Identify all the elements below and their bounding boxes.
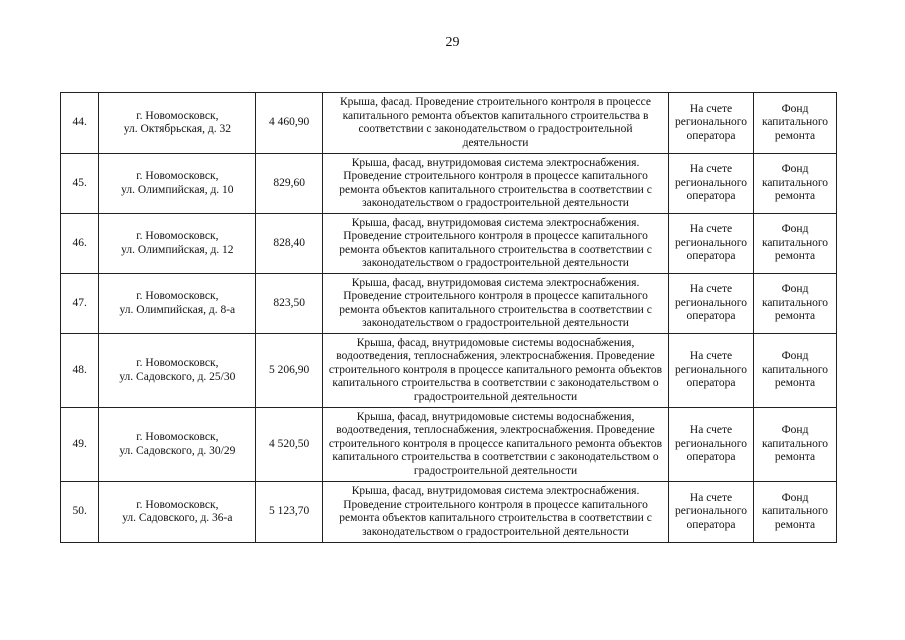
address-city: г. Новомосковск, <box>136 498 219 511</box>
operator-account: На счете регионального оператора <box>669 274 754 334</box>
table-row <box>61 93 837 154</box>
funding-source: Фонд капитального ремонта <box>754 408 837 482</box>
works-description: Крыша, фасад. Проведение строительного контроля в процессе капитального ремонта объектов капитального строительства в соответствии с законодательством о градостроительной деятельности <box>323 93 669 154</box>
works-description: Крыша, фасад, внутридомовая система электроснабжения. Проведение строительного контроля в процессе капитального ремонта объектов капитального строительства в соответствии с законодательством о градостроительной деятельности <box>323 154 669 214</box>
row-number: 44. <box>61 93 99 154</box>
table-row <box>61 408 837 482</box>
funding-source: Фонд капитального ремонта <box>754 334 837 408</box>
funding-source: Фонд капитального ремонта <box>754 482 837 543</box>
address-city: г. Новомосковск, <box>136 431 219 443</box>
table-row <box>61 154 837 214</box>
works-description: Крыша, фасад, внутридомовая система электроснабжения. Проведение строительного контроля в процессе капитального ремонта объектов капитального строительства в соответствии с законодательством о градостроительной деятельности <box>323 274 669 334</box>
capital-repair-table <box>60 92 837 543</box>
funding-source: Фонд капитального ремонта <box>754 274 837 334</box>
cost-cell: 828,40 <box>256 214 323 274</box>
address-street: ул. Садовского, д. 25/30 <box>119 370 236 383</box>
operator-account: На счете регионального оператора <box>669 408 754 482</box>
works-description: Крыша, фасад, внутридомовые системы водоснабжения, водоотведения, теплоснабжения, электроснабжения. Проведение строительного контроля в процессе капитального ремонта объектов капитального строительства в соответствии с законодательством о градостроительной деятельности <box>323 334 669 408</box>
operator-account: На счете регионального оператора <box>669 93 754 154</box>
row-number: 47. <box>61 274 99 334</box>
funding-source: Фонд капитального ремонта <box>754 154 837 214</box>
address-city: г. Новомосковск, <box>136 230 219 242</box>
address-cell <box>99 93 256 154</box>
table-row <box>61 274 837 334</box>
row-number: 46. <box>61 214 99 274</box>
operator-account: На счете регионального оператора <box>669 482 754 543</box>
address-cell <box>99 334 256 408</box>
operator-account: На счете регионального оператора <box>669 334 754 408</box>
row-number: 49. <box>61 408 99 482</box>
address-city: г. Новомосковск, <box>136 109 219 122</box>
address-city: г. Новомосковск, <box>136 170 219 182</box>
cost-cell: 829,60 <box>256 154 323 214</box>
cost-cell: 5 206,90 <box>256 334 323 408</box>
operator-account: На счете регионального оператора <box>669 154 754 214</box>
funding-source: Фонд капитального ремонта <box>754 93 837 154</box>
operator-account: На счете регионального оператора <box>669 214 754 274</box>
works-description: Крыша, фасад, внутридомовая система электроснабжения. Проведение строительного контроля в процессе капитального ремонта объектов капитального строительства в соответствии с законодательством о градостроительной деятельности <box>323 482 669 543</box>
cost-cell: 5 123,70 <box>256 482 323 543</box>
address-street: ул. Олимпийская, д. 12 <box>121 243 234 256</box>
address-cell <box>99 408 256 482</box>
cost-cell: 4 520,50 <box>256 408 323 482</box>
table-row <box>61 214 837 274</box>
cost-cell: 823,50 <box>256 274 323 334</box>
address-city: г. Новомосковск, <box>136 290 219 302</box>
address-street: ул. Садовского, д. 30/29 <box>119 444 236 457</box>
address-cell <box>99 482 256 543</box>
funding-source: Фонд капитального ремонта <box>754 214 837 274</box>
address-cell <box>99 154 256 214</box>
address-street: ул. Садовского, д. 36-а <box>122 512 233 524</box>
table-row <box>61 482 837 543</box>
row-number: 45. <box>61 154 99 214</box>
page-number: 29 <box>445 35 460 50</box>
works-description: Крыша, фасад, внутридомовая система электроснабжения. Проведение строительного контроля в процессе капитального ремонта объектов капитального строительства в соответствии с законодательством о градостроительной деятельности <box>323 214 669 274</box>
address-street: ул. Олимпийская, д. 10 <box>121 183 234 196</box>
row-number: 50. <box>61 482 99 543</box>
cost-cell: 4 460,90 <box>256 93 323 154</box>
address-street: ул. Октябрьская, д. 32 <box>123 123 231 135</box>
address-city: г. Новомосковск, <box>136 357 219 369</box>
address-cell <box>99 214 256 274</box>
works-description: Крыша, фасад, внутридомовые системы водоснабжения, водоотведения, теплоснабжения, электроснабжения. Проведение строительного контроля в процессе капитального ремонта объектов капитального строительства в соответствии с законодательством о градостроительной деятельности <box>323 408 669 482</box>
address-cell <box>99 274 256 334</box>
address-street: ул. Олимпийская, д. 8-а <box>119 303 236 316</box>
row-number: 48. <box>61 334 99 408</box>
table-row <box>61 334 837 408</box>
